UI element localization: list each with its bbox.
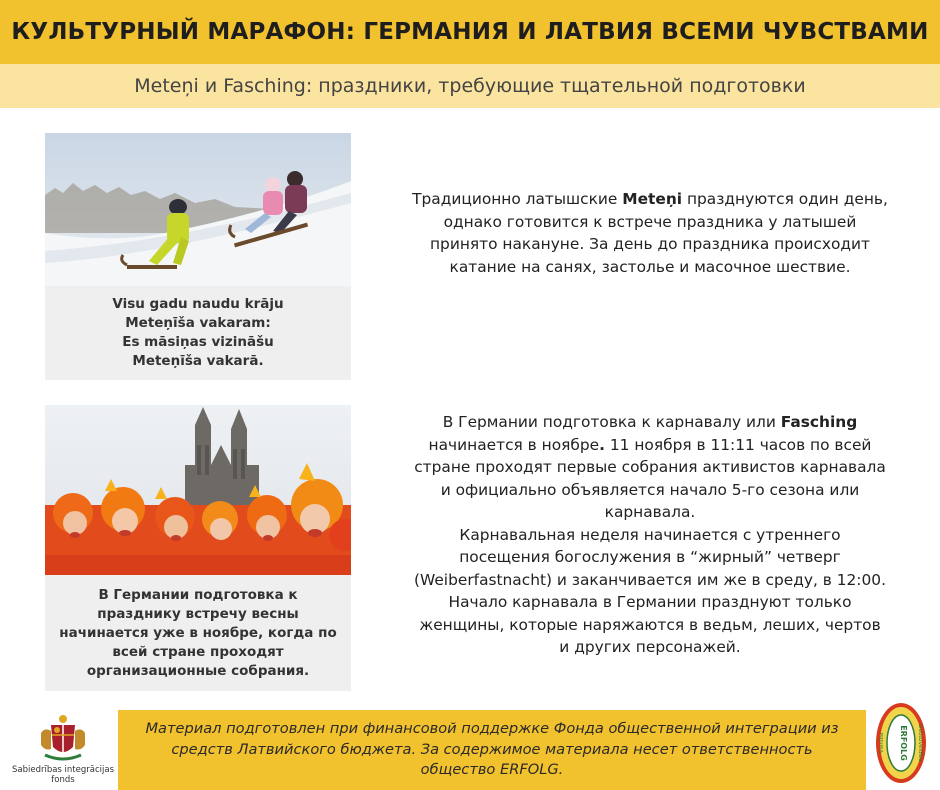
page-subtitle: Meteņi и Fasching: праздники, требующие тщательной подготовки xyxy=(134,75,806,97)
sif-label-line1: Sabiedrības integrācijas xyxy=(11,765,115,775)
erfolg-logo xyxy=(874,700,928,786)
funding-note: Материал подготовлен при финансовой поддержке Фонда общественной интеграции из средств Латвийского бюджета. За содержимое материала несет ответственность общество ERFOLG. xyxy=(145,720,839,779)
meteni-bold: Meteņi xyxy=(622,190,683,208)
erfolg-ring-text-left: Vienība xyxy=(879,732,885,754)
caption-line: начинается уже в ноябре, когда по xyxy=(59,624,337,641)
latvia-coat-of-arms-icon xyxy=(37,713,89,763)
erfolg-logo-text: ERFOLG xyxy=(899,725,908,761)
fasching-paragraph-1 xyxy=(412,411,888,524)
sledding-photo xyxy=(45,133,351,286)
fasching-bold: Fasching xyxy=(780,413,858,431)
fasching-paragraph-2: Карнавальная неделя начинается с утреннего посещения богослужения в “жирный” четверг (Weiberfastnacht) и заканчивается им же в среду, в 12:00. Начало карнавала в Германии празднуют только женщины, которые наряжаются в ведьм, леших, чертов и других персонажей. xyxy=(414,525,886,656)
meteni-text-rest: празднуются один день, однако готовится к встрече праздника у латышей принято накануне. За день до праздника происходит катание на санях, застолье и масочное шествие. xyxy=(429,190,888,276)
sif-label-line2: fonds xyxy=(51,775,75,785)
meteni-description xyxy=(412,188,888,278)
caption-line: всей стране проходят xyxy=(112,643,284,660)
sif-logo-label xyxy=(12,765,114,785)
sledding-caption xyxy=(45,286,351,380)
carnival-photo-card xyxy=(45,405,351,691)
page-title: КУЛЬТУРНЫЙ МАРАФОН: ГЕРМАНИЯ И ЛАТВИЯ ВСЕМИ ЧУВСТВАМИ xyxy=(11,19,929,45)
fasching-text-start: В Германии подготовка к карнавалу или xyxy=(442,413,781,431)
fasching-text-middle: начинается в ноябре xyxy=(428,435,600,454)
caption-line: Meteņīša vakaram: xyxy=(125,315,271,331)
sledding-photo-card xyxy=(45,133,351,380)
caption-line: Es māsiņas vizināšu xyxy=(122,334,274,350)
fasching-bold-dot: . xyxy=(599,435,605,454)
fasching-text-rest: 11 ноября в 11:11 часов по всей стране проходят первые собрания активистов карнавала и официально объявляется начало 5-го сезона или карнавала. xyxy=(414,435,886,521)
title-banner xyxy=(0,0,940,64)
caption-line: празднику встречу весны xyxy=(97,605,299,622)
fasching-description xyxy=(412,411,888,659)
caption-line: В Германии подготовка к xyxy=(98,586,298,603)
carnival-caption xyxy=(45,575,351,691)
sif-logo xyxy=(8,713,118,789)
subtitle-banner xyxy=(0,64,940,108)
erfolg-ring-text-right: Daudzveidība xyxy=(917,724,923,762)
caption-line: Meteņīša vakarā. xyxy=(132,353,264,369)
caption-line: организационные собрания. xyxy=(86,662,310,679)
meteni-text-start: Традиционно латышские xyxy=(412,190,623,208)
caption-line: Visu gadu naudu krāju xyxy=(112,296,284,312)
funding-note-banner xyxy=(118,710,866,790)
carnival-photo xyxy=(45,405,351,575)
